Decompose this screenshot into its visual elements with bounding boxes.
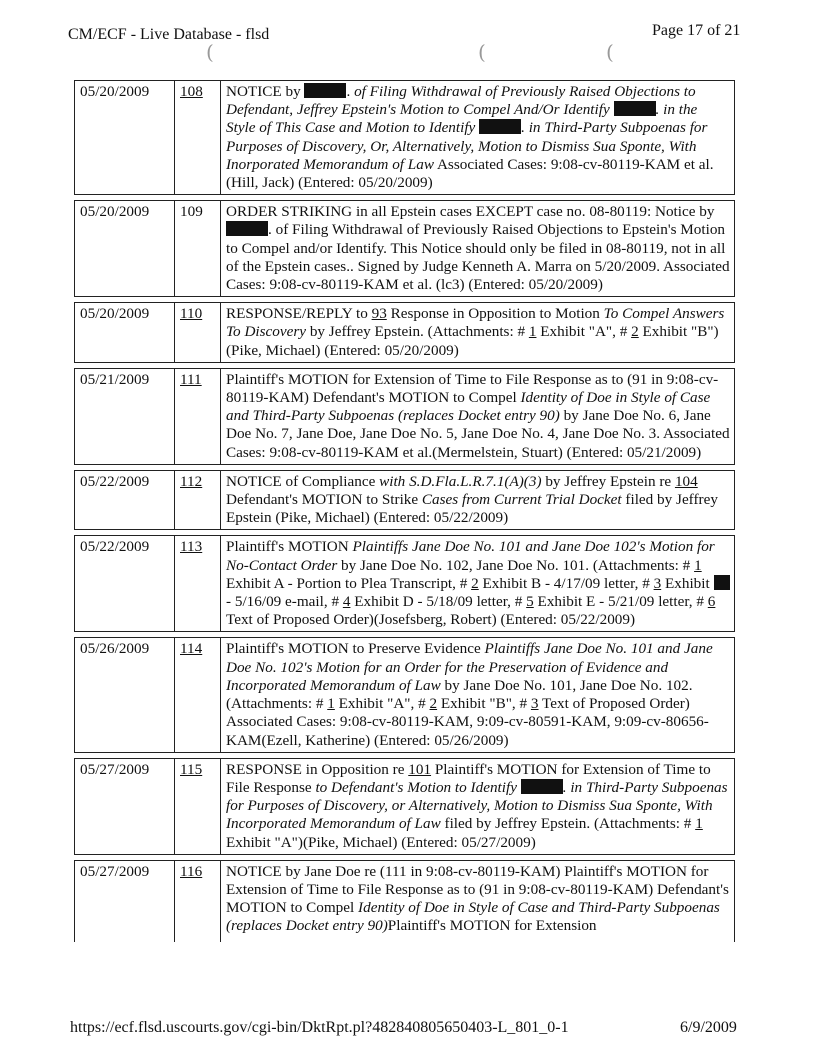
page-header-title: CM/ECF - Live Database - flsd bbox=[68, 26, 270, 43]
entry-date: 05/20/2009 bbox=[74, 200, 175, 297]
entry-date: 05/22/2009 bbox=[74, 470, 175, 531]
attachment-link[interactable]: 6 bbox=[707, 593, 716, 611]
docket-ref-link[interactable]: 101 bbox=[408, 760, 432, 778]
attachment-link[interactable]: 3 bbox=[530, 695, 539, 713]
redaction-block bbox=[614, 101, 656, 116]
table-row bbox=[74, 535, 735, 632]
redaction-block bbox=[226, 221, 268, 236]
redaction-block bbox=[714, 575, 730, 590]
stray-mark: ( bbox=[478, 40, 486, 64]
entry-date: 05/20/2009 bbox=[74, 302, 175, 363]
entry-date: 05/22/2009 bbox=[74, 535, 175, 632]
entry-date: 05/20/2009 bbox=[74, 80, 175, 195]
footer-url: https://ecf.flsd.uscourts.gov/cgi-bin/DktRpt.pl?482840805650403-L_801_0-1 bbox=[70, 1019, 569, 1036]
entry-text: NOTICE by . of Filing Withdrawal of Previously Raised Objections to Defendant, Jeffrey Epstein's Motion to Compel And/Or Identify . in the Style of This Case and Motion to Identify . in Third-Party Subpoenas for Purposes of Discovery, Or, Alternatively, Motion to Dismiss Sua Sponte, With Inorporated Memorandum of Law Associated Cases: 9:08-cv-80119-KAM et al.(Hill, Jack) (Entered: 05/20/2009) bbox=[221, 80, 735, 195]
entry-text: Plaintiff's MOTION to Preserve Evidence Plaintiffs Jane Doe No. 101 and Jane Doe No. 102's Motion for an Order for the Preservation of Evidence and Incorporated Memorandum of Law by Jane Doe No. 101, Jane Doe No. 102. (Attachments: # 1 Exhibit "A", # 2 Exhibit "B", # 3 Text of Proposed Order) Associated Cases: 9:08-cv-80119-KAM, 9:09-cv-80591-KAM, 9:09-cv-80656-KAM(Ezell, Katherine) (Entered: 05/26/2009) bbox=[221, 637, 735, 752]
redaction-block bbox=[479, 119, 521, 134]
docket-number-link[interactable]: 111 bbox=[180, 370, 202, 388]
table-row bbox=[74, 80, 735, 195]
entry-date: 05/26/2009 bbox=[74, 637, 175, 752]
footer-date: 6/9/2009 bbox=[680, 1019, 737, 1036]
entry-date: 05/27/2009 bbox=[74, 758, 175, 855]
entry-text: Plaintiff's MOTION Plaintiffs Jane Doe No. 101 and Jane Doe 102's Motion for No-Contact Order by Jane Doe No. 102, Jane Doe No. 101. (Attachments: # 1 Exhibit A - Portion to Plea Transcript, # 2 Exhibit B - 4/17/09 letter, # 3 Exhibit - 5/16/09 e-mail, # 4 Exhibit D - 5/18/09 letter, # 5 Exhibit E - 5/21/09 letter, # 6 Text of Proposed Order)(Josefsberg, Robert) (Entered: 05/22/2009) bbox=[221, 535, 735, 632]
docket-ref-link[interactable]: 93 bbox=[371, 305, 387, 323]
entry-date: 05/27/2009 bbox=[74, 860, 175, 942]
docket-number-link[interactable]: 108 bbox=[180, 83, 203, 100]
page-number: Page 17 of 21 bbox=[652, 22, 741, 39]
entry-date: 05/21/2009 bbox=[74, 368, 175, 465]
attachment-link[interactable]: 2 bbox=[429, 695, 438, 713]
docket-number: 109 bbox=[175, 200, 221, 297]
entry-text: NOTICE by Jane Doe re (111 in 9:08-cv-80119-KAM) Plaintiff's MOTION for Extension of Time to File Response as to (91 in 9:08-cv-80119-KAM) Defendant's MOTION to Compel Identity of Doe in Style of Case and Third-Party Subpoenas (replaces Docket entry 90)Plaintiff's MOTION for Extension bbox=[221, 860, 735, 942]
docket-ref-link[interactable]: 104 bbox=[674, 472, 698, 490]
entry-text: RESPONSE/REPLY to 93 Response in Opposition to Motion To Compel Answers To Discovery by Jeffrey Epstein. (Attachments: # 1 Exhibit "A", # 2 Exhibit "B")(Pike, Michael) (Entered: 05/20/2009) bbox=[221, 302, 735, 363]
table-row bbox=[74, 860, 735, 942]
docket-number-link[interactable]: 114 bbox=[180, 640, 203, 658]
attachment-link[interactable]: 1 bbox=[327, 695, 335, 713]
docket-number-link[interactable]: 116 bbox=[180, 862, 203, 880]
table-row bbox=[74, 368, 735, 465]
attachment-link[interactable]: 1 bbox=[694, 556, 702, 574]
attachment-link[interactable]: 4 bbox=[342, 593, 351, 611]
table-row bbox=[74, 637, 735, 752]
entry-text: NOTICE of Compliance with S.D.Fla.L.R.7.1(A)(3) by Jeffrey Epstein re 104 Defendant's MOTION to Strike Cases from Current Trial Docket filed by Jeffrey Epstein (Pike, Michael) (Entered: 05/22/2009) bbox=[221, 470, 735, 531]
attachment-link[interactable]: 1 bbox=[528, 323, 537, 341]
redaction-block bbox=[521, 779, 563, 794]
table-row bbox=[74, 200, 735, 297]
attachment-link[interactable]: 5 bbox=[526, 593, 534, 611]
docket-table bbox=[74, 75, 735, 947]
table-row bbox=[74, 470, 735, 531]
attachment-link[interactable]: 3 bbox=[653, 574, 662, 592]
stray-mark: ( bbox=[206, 40, 214, 64]
stray-mark: ( bbox=[606, 40, 614, 64]
docket-number-link[interactable]: 112 bbox=[180, 472, 203, 490]
entry-text: Plaintiff's MOTION for Extension of Time to File Response as to (91 in 9:08-cv-80119-KAM) Defendant's MOTION to Compel Identity of Doe in Style of Case and Third-Party Subpoenas (replaces Docket entry 90) by Jane Doe No. 6, Jane Doe No. 7, Jane Doe, Jane Doe No. 5, Jane Doe No. 4, Jane Doe No. 3. Associated Cases: 9:08-cv-80119-KAM et al.(Mermelstein, Stuart) (Entered: 05/21/2009) bbox=[221, 368, 735, 465]
docket-number-link[interactable]: 115 bbox=[180, 760, 203, 778]
entry-text: RESPONSE in Opposition re 101 Plaintiff's MOTION for Extension of Time to File Response to Defendant's Motion to Identify . in Third-Party Subpoenas for Purposes of Discovery, or Alternatively, Motion to Dismiss Sua Sponte, With Incorporated Memorandum of Law filed by Jeffrey Epstein. (Attachments: # 1 Exhibit "A")(Pike, Michael) (Entered: 05/27/2009) bbox=[221, 758, 735, 855]
attachment-link[interactable]: 2 bbox=[631, 323, 639, 341]
docket-number-link[interactable]: 113 bbox=[180, 538, 203, 556]
table-row bbox=[74, 302, 735, 363]
entry-text: ORDER STRIKING in all Epstein cases EXCEPT case no. 08-80119: Notice by . of Filing Withdrawal of Previously Raised Objections to Epstein's Motion to Compel and/or Identify. This Notice should only be filed in 08-80119, not in all of the Epstein cases.. Signed by Judge Kenneth A. Marra on 5/20/2009. Associated Cases: 9:08-cv-80119-KAM et al. (lc3) (Entered: 05/20/2009) bbox=[221, 200, 735, 297]
attachment-link[interactable]: 2 bbox=[471, 574, 479, 592]
table-row bbox=[74, 758, 735, 855]
attachment-link[interactable]: 1 bbox=[695, 815, 703, 833]
docket-number-link[interactable]: 110 bbox=[180, 305, 203, 323]
redaction-block bbox=[304, 83, 346, 98]
